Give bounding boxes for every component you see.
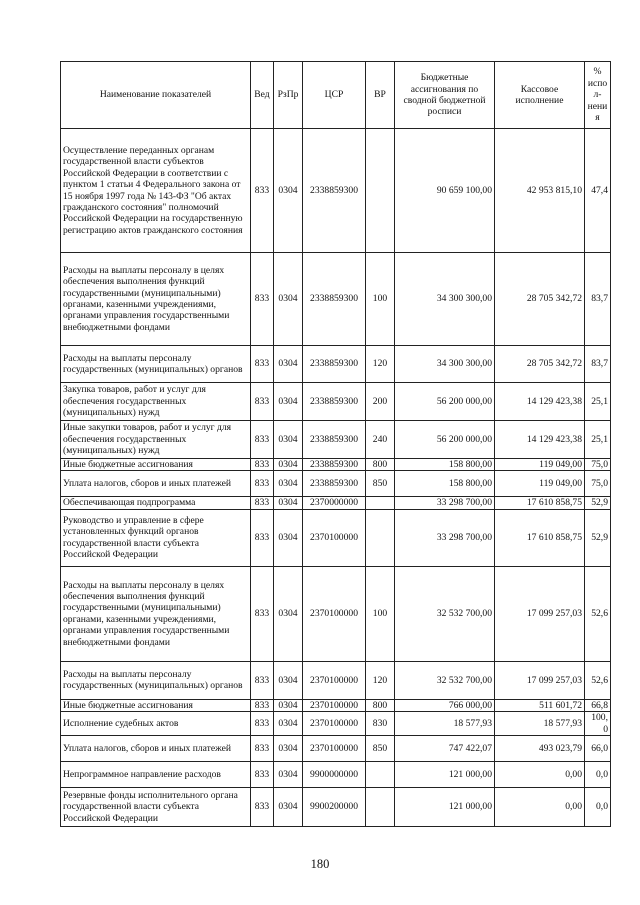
table-row — [61, 459, 611, 471]
cell-cash: 28 705 342,72 — [495, 346, 585, 383]
cell-budget: 34 300 300,00 — [395, 346, 495, 383]
cell-vr: 800 — [366, 459, 395, 471]
cell-csr: 9900200000 — [303, 788, 366, 827]
cell-ved: 833 — [251, 129, 274, 253]
header-rzpr: РзПр — [274, 62, 303, 129]
cell-rzpr: 0304 — [274, 471, 303, 497]
cell-vr: 240 — [366, 421, 395, 459]
cell-csr: 2338859300 — [303, 253, 366, 346]
cell-rzpr: 0304 — [274, 459, 303, 471]
cell-rzpr: 0304 — [274, 253, 303, 346]
cell-name: Обеспечивающая подпрограмма — [61, 497, 251, 509]
cell-budget: 766 000,00 — [395, 699, 495, 711]
cell-vr: 850 — [366, 471, 395, 497]
cell-budget: 33 298 700,00 — [395, 509, 495, 566]
cell-ved: 833 — [251, 253, 274, 346]
cell-name: Расходы на выплаты персоналу государственных (муниципальных) органов — [61, 661, 251, 699]
table-row — [61, 736, 611, 762]
cell-cash: 511 601,72 — [495, 699, 585, 711]
cell-vr: 200 — [366, 383, 395, 421]
cell-name: Осуществление переданных органам государственной власти субъектов Российской Федерации в соответствии с пунктом 1 статьи 4 Федерального закона от 15 ноября 1997 года № 143-ФЗ "Об актах гражданского состояния" полномочий Российской Федерации на государственную регистрацию актов гражданского состояния — [61, 129, 251, 253]
table-row — [61, 497, 611, 509]
cell-rzpr: 0304 — [274, 421, 303, 459]
cell-vr — [366, 762, 395, 788]
cell-vr: 100 — [366, 566, 395, 661]
table-body — [61, 129, 611, 827]
cell-percent: 52,6 — [585, 566, 611, 661]
cell-csr: 2338859300 — [303, 346, 366, 383]
cell-percent: 25,1 — [585, 383, 611, 421]
cell-rzpr: 0304 — [274, 699, 303, 711]
cell-ved: 833 — [251, 736, 274, 762]
cell-budget: 34 300 300,00 — [395, 253, 495, 346]
cell-vr: 800 — [366, 699, 395, 711]
cell-ved: 833 — [251, 421, 274, 459]
cell-cash: 14 129 423,38 — [495, 383, 585, 421]
cell-rzpr: 0304 — [274, 383, 303, 421]
cell-name: Закупка товаров, работ и услуг для обеспечения государственных (муниципальных) нужд — [61, 383, 251, 421]
cell-rzpr: 0304 — [274, 762, 303, 788]
cell-vr: 120 — [366, 346, 395, 383]
table-row — [61, 788, 611, 827]
cell-name: Расходы на выплаты персоналу в целях обеспечения выполнения функций государственными (муниципальными) органами, казенными учреждениями, органами управления государственными внебюджетными фондами — [61, 253, 251, 346]
header-vr: ВР — [366, 62, 395, 129]
cell-rzpr: 0304 — [274, 788, 303, 827]
cell-budget: 121 000,00 — [395, 788, 495, 827]
cell-cash: 14 129 423,38 — [495, 421, 585, 459]
cell-budget: 158 800,00 — [395, 459, 495, 471]
cell-budget: 33 298 700,00 — [395, 497, 495, 509]
cell-vr: 100 — [366, 253, 395, 346]
header-cash: Кассовое исполнение — [495, 62, 585, 129]
cell-ved: 833 — [251, 712, 274, 736]
cell-cash: 18 577,93 — [495, 712, 585, 736]
cell-rzpr: 0304 — [274, 346, 303, 383]
cell-csr: 2370000000 — [303, 497, 366, 509]
cell-rzpr: 0304 — [274, 497, 303, 509]
cell-percent: 66,0 — [585, 736, 611, 762]
header-ved: Вед — [251, 62, 274, 129]
cell-percent: 100,0 — [585, 712, 611, 736]
cell-ved: 833 — [251, 346, 274, 383]
cell-rzpr: 0304 — [274, 566, 303, 661]
cell-percent: 0,0 — [585, 762, 611, 788]
cell-percent: 75,0 — [585, 459, 611, 471]
cell-vr — [366, 788, 395, 827]
cell-name: Уплата налогов, сборов и иных платежей — [61, 736, 251, 762]
table-header-row — [61, 62, 611, 129]
cell-cash: 28 705 342,72 — [495, 253, 585, 346]
cell-csr: 2338859300 — [303, 459, 366, 471]
table-row — [61, 566, 611, 661]
cell-budget: 747 422,07 — [395, 736, 495, 762]
cell-percent: 52,9 — [585, 497, 611, 509]
cell-cash: 119 049,00 — [495, 459, 585, 471]
budget-table — [60, 61, 611, 827]
table-row — [61, 712, 611, 736]
cell-percent: 52,9 — [585, 509, 611, 566]
cell-cash: 119 049,00 — [495, 471, 585, 497]
cell-cash: 17 099 257,03 — [495, 661, 585, 699]
cell-percent: 66,8 — [585, 699, 611, 711]
cell-name: Непрограммное направление расходов — [61, 762, 251, 788]
cell-name: Расходы на выплаты персоналу в целях обеспечения выполнения функций государственными (муниципальными) органами, казенными учреждениями, органами управления государственными внебюджетными фондами — [61, 566, 251, 661]
cell-ved: 833 — [251, 497, 274, 509]
cell-name: Исполнение судебных актов — [61, 712, 251, 736]
cell-ved: 833 — [251, 661, 274, 699]
cell-csr: 2370100000 — [303, 566, 366, 661]
cell-rzpr: 0304 — [274, 129, 303, 253]
cell-cash: 42 953 815,10 — [495, 129, 585, 253]
cell-budget: 56 200 000,00 — [395, 383, 495, 421]
table-row — [61, 129, 611, 253]
cell-percent: 0,0 — [585, 788, 611, 827]
header-name: Наименование показателей — [61, 62, 251, 129]
cell-ved: 833 — [251, 509, 274, 566]
cell-csr: 9900000000 — [303, 762, 366, 788]
cell-rzpr: 0304 — [274, 661, 303, 699]
cell-vr — [366, 509, 395, 566]
table-row — [61, 762, 611, 788]
cell-csr: 2338859300 — [303, 129, 366, 253]
cell-csr: 2338859300 — [303, 421, 366, 459]
cell-budget: 56 200 000,00 — [395, 421, 495, 459]
cell-vr: 830 — [366, 712, 395, 736]
cell-budget: 158 800,00 — [395, 471, 495, 497]
cell-ved: 833 — [251, 459, 274, 471]
cell-budget: 32 532 700,00 — [395, 661, 495, 699]
cell-csr: 2338859300 — [303, 383, 366, 421]
cell-ved: 833 — [251, 471, 274, 497]
cell-cash: 0,00 — [495, 762, 585, 788]
cell-name: Руководство и управление в сфере установленных функций органов государственной власти субъекта Российской Федерации — [61, 509, 251, 566]
header-budget: Бюджетные ассигнования по сводной бюджетной росписи — [395, 62, 495, 129]
cell-csr: 2370100000 — [303, 699, 366, 711]
cell-ved: 833 — [251, 762, 274, 788]
cell-percent: 52,6 — [585, 661, 611, 699]
cell-name: Уплата налогов, сборов и иных платежей — [61, 471, 251, 497]
cell-vr — [366, 129, 395, 253]
cell-ved: 833 — [251, 699, 274, 711]
cell-csr: 2370100000 — [303, 661, 366, 699]
cell-cash: 17 610 858,75 — [495, 509, 585, 566]
cell-name: Резервные фонды исполнительного органа государственной власти субъекта Российской Федерации — [61, 788, 251, 827]
cell-cash: 493 023,79 — [495, 736, 585, 762]
cell-csr: 2338859300 — [303, 471, 366, 497]
cell-percent: 75,0 — [585, 471, 611, 497]
cell-ved: 833 — [251, 383, 274, 421]
cell-budget: 32 532 700,00 — [395, 566, 495, 661]
header-percent: % испол-нения — [585, 62, 611, 129]
cell-vr — [366, 497, 395, 509]
cell-percent: 25,1 — [585, 421, 611, 459]
cell-csr: 2370100000 — [303, 736, 366, 762]
cell-ved: 833 — [251, 566, 274, 661]
cell-csr: 2370100000 — [303, 712, 366, 736]
header-csr: ЦСР — [303, 62, 366, 129]
cell-percent: 83,7 — [585, 346, 611, 383]
table-row — [61, 383, 611, 421]
cell-percent: 83,7 — [585, 253, 611, 346]
page-number: 180 — [310, 857, 330, 871]
cell-name: Иные бюджетные ассигнования — [61, 699, 251, 711]
table-row — [61, 253, 611, 346]
cell-rzpr: 0304 — [274, 712, 303, 736]
cell-rzpr: 0304 — [274, 736, 303, 762]
table-row — [61, 661, 611, 699]
cell-ved: 833 — [251, 788, 274, 827]
cell-cash: 0,00 — [495, 788, 585, 827]
cell-name: Иные закупки товаров, работ и услуг для обеспечения государственных (муниципальных) нужд — [61, 421, 251, 459]
cell-name: Иные бюджетные ассигнования — [61, 459, 251, 471]
cell-name: Расходы на выплаты персоналу государственных (муниципальных) органов — [61, 346, 251, 383]
table-row — [61, 421, 611, 459]
cell-csr: 2370100000 — [303, 509, 366, 566]
table-row — [61, 699, 611, 711]
table-row — [61, 346, 611, 383]
cell-vr: 850 — [366, 736, 395, 762]
cell-vr: 120 — [366, 661, 395, 699]
cell-budget: 18 577,93 — [395, 712, 495, 736]
table-row — [61, 509, 611, 566]
cell-rzpr: 0304 — [274, 509, 303, 566]
cell-cash: 17 099 257,03 — [495, 566, 585, 661]
cell-percent: 47,4 — [585, 129, 611, 253]
cell-budget: 90 659 100,00 — [395, 129, 495, 253]
cell-cash: 17 610 858,75 — [495, 497, 585, 509]
table-row — [61, 471, 611, 497]
cell-budget: 121 000,00 — [395, 762, 495, 788]
